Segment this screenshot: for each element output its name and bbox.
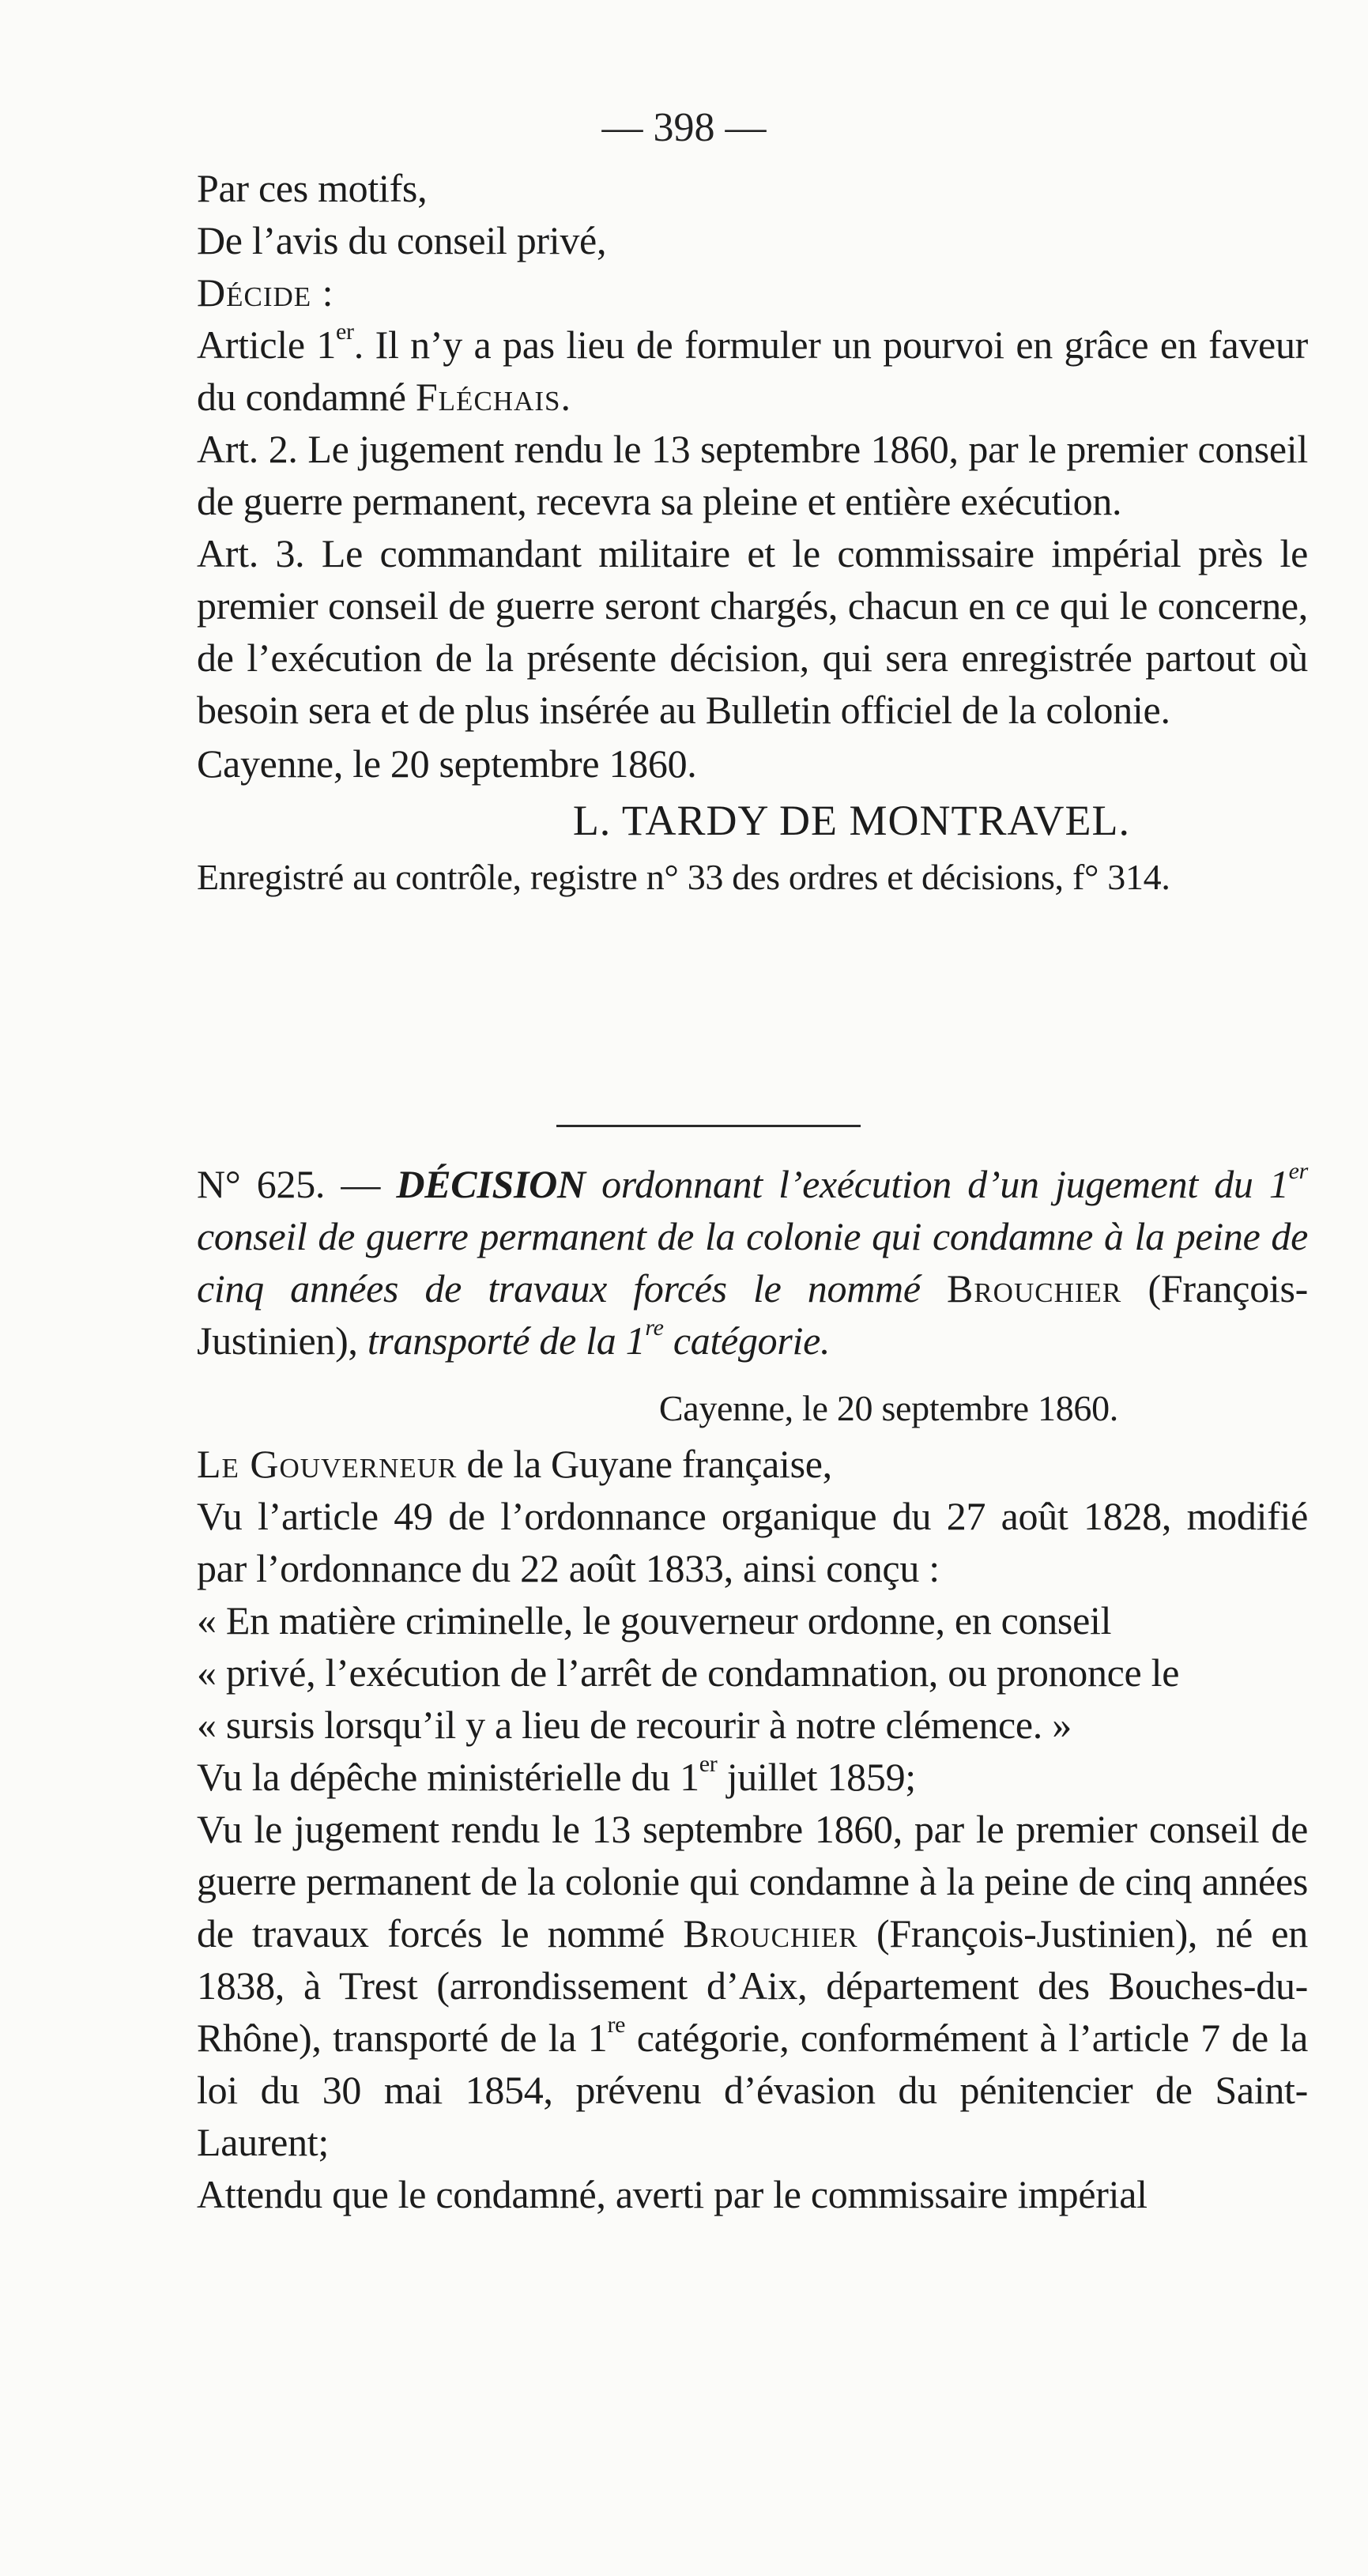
convict-name: Fléchais — [415, 375, 561, 419]
decision-625 — [197, 1158, 1308, 2220]
registration-note: Enregistré au contrôle, registre n° 33 des ordres et décisions, f° 314. — [197, 857, 1170, 897]
quote-line-2: « privé, l’exécution de l’arrêt de condamnation, ou prononce le — [197, 1650, 1180, 1695]
decide-heading: Décide : — [197, 270, 334, 315]
motifs-line: Par ces motifs, — [197, 166, 428, 210]
signature: L. TARDY DE MONTRAVEL. — [572, 797, 1130, 844]
article-2: Art. 2. Le jugement rendu le 13 septembre 1860, par le premier conseil de guerre permanent, recevra sa pleine et entière exécution. — [197, 427, 1308, 523]
signing-date: Cayenne, le 20 septembre 1860. — [197, 741, 697, 786]
considerant-depeche: Vu la dépêche ministérielle du 1er juillet 1859; — [197, 1751, 916, 1799]
decision-title: N° 625. — DÉCISION ordonnant l’exécution d’un jugement du 1er conseil de guerre permanent de la colonie qui condamne à la peine de cinq années de travaux forcés le nommé Brouchier (François-Justinien), transporté de la 1re catégorie. — [197, 1158, 1309, 1363]
considerant-article-49: Vu l’article 49 de l’ordonnance organique du 27 août 1828, modifié par l’ordonnance du 22 août 1833, ainsi conçu : — [197, 1494, 1308, 1590]
article-3: Art. 3. Le commandant militaire et le commissaire impérial près le premier conseil de guerre seront chargés, chacun en ce qui le concerne, de l’exécution de la présente décision, qui sera enregistrée partout où besoin sera et de plus insérée au Bulletin officiel de la colonie. — [197, 531, 1308, 732]
attendu-line: Attendu que le condamné, averti par le commissaire impérial — [197, 2172, 1148, 2216]
decision-conclusion — [197, 162, 1308, 903]
place-date: Cayenne, le 20 septembre 1860. — [658, 1388, 1118, 1428]
quote-line-1: « En matière criminelle, le gouverneur ordonne, en conseil — [197, 1598, 1112, 1643]
page-number: — 398 — — [601, 105, 767, 150]
section-divider — [556, 1125, 861, 1127]
avis-line: De l’avis du conseil privé, — [197, 218, 607, 262]
considerant-jugement: Vu le jugement rendu le 13 septembre 1860, par le premier conseil de guerre permanent de la colonie qui condamne à la peine de cinq années de travaux forcés le nommé Brouchier (François-Justinien), né en 1838, à Trest (arrondissement d’Aix, département des Bouches-du-Rhône), transporté de la 1re catégorie, conformément à l’article 7 de la loi du 30 mai 1854, prévenu d’évasion du pénitencier de Saint-Laurent; — [197, 1807, 1308, 2164]
article-1: Article 1er. Il n’y a pas lieu de formuler un pourvoi en grâce en faveur du condamné Fléchais. — [197, 319, 1308, 419]
governor-line: Le Gouverneur de la Guyane française, — [197, 1442, 832, 1486]
quote-line-3: « sursis lorsqu’il y a lieu de recourir à notre clémence. » — [197, 1703, 1072, 1747]
